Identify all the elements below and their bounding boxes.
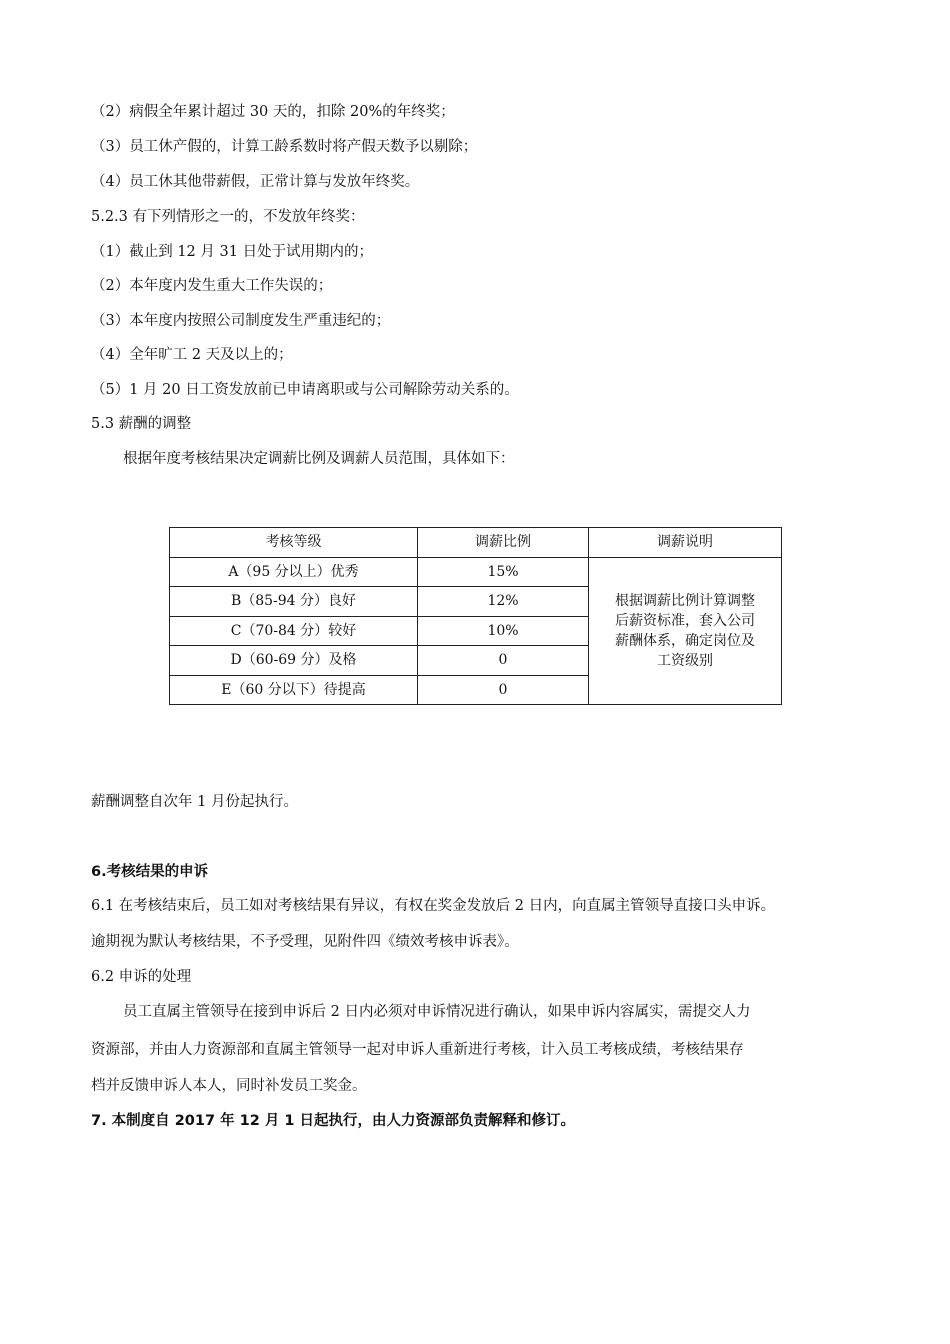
- grade-cell: C（70-84 分）较好: [170, 616, 418, 646]
- note-line: 后薪资标准，套入公司: [615, 612, 755, 629]
- paragraph-6-2-line: 资源部，并由人力资源部和直属主管领导一起对申诉人重新进行考核，计入员工考核成绩，考核结果存: [91, 1042, 744, 1058]
- note-line: 根据调薪比例计算调整: [615, 592, 755, 609]
- note-line: 工资级别: [657, 652, 713, 669]
- grade-cell: E（60 分以下）待提高: [170, 675, 418, 705]
- heading-6: 6.考核结果的申诉: [91, 864, 209, 880]
- header-note: 调薪说明: [589, 528, 782, 558]
- list-item: （2）本年度内发生重大工作失误的；: [91, 278, 333, 294]
- table-row: [170, 557, 782, 587]
- salary-adjustment-table: [169, 527, 782, 705]
- table-header-row: [170, 528, 782, 558]
- ratio-cell: 0: [418, 646, 589, 676]
- header-ratio: 调薪比例: [418, 528, 589, 558]
- list-item: （2）病假全年累计超过 30 天的，扣除 20%的年终奖；: [91, 104, 455, 120]
- ratio-cell: 0: [418, 675, 589, 705]
- heading-5-3: 5.3 薪酬的调整: [91, 416, 192, 432]
- list-item: （5）1 月 20 日工资发放前已申请离职或与公司解除劳动关系的。: [91, 382, 519, 398]
- ratio-cell: 15%: [418, 557, 589, 587]
- grade-cell: B（85-94 分）良好: [170, 587, 418, 617]
- header-grade: 考核等级: [170, 528, 418, 558]
- subheading-5-2-3: 5.2.3 有下列情形之一的，不发放年终奖：: [91, 209, 365, 225]
- salary-adjust-effective: 薪酬调整自次年 1 月份起执行。: [91, 794, 298, 810]
- grade-cell: A（95 分以上）优秀: [170, 557, 418, 587]
- paragraph-6-2-line: 员工直属主管领导在接到申诉后 2 日内必须对申诉情况进行确认，如果申诉内容属实，需提交人力: [123, 1004, 751, 1020]
- heading-7: 7. 本制度自 2017 年 12 月 1 日起执行，由人力资源部负责解释和修订。: [91, 1113, 576, 1129]
- paragraph-6-2-line: 档并反馈申诉人本人，同时补发员工奖金。: [91, 1078, 367, 1094]
- list-item: （4）全年旷工 2 天及以上的；: [91, 347, 293, 363]
- list-item: （4）员工休其他带薪假，正常计算与发放年终奖。: [91, 174, 420, 190]
- note-line: 薪酬体系，确定岗位及: [615, 632, 755, 649]
- salary-adjust-intro: 根据年度考核结果决定调薪比例及调薪人员范围，具体如下：: [123, 451, 515, 467]
- paragraph-6-1-line: 逾期视为默认考核结果，不予受理，见附件四《绩效考核申诉表》。: [91, 934, 519, 950]
- grade-cell: D（60-69 分）及格: [170, 646, 418, 676]
- ratio-cell: 12%: [418, 587, 589, 617]
- ratio-cell: 10%: [418, 616, 589, 646]
- list-item: （3）员工休产假的，计算工龄系数时将产假天数予以剔除；: [91, 139, 478, 155]
- paragraph-6-1-line: 6.1 在考核结束后，员工如对考核结果有异议，有权在奖金发放后 2 日内，向直属主管领导直接口头申诉。: [91, 898, 776, 914]
- heading-6-2: 6.2 申诉的处理: [91, 969, 192, 985]
- list-item: （1）截止到 12 月 31 日处于试用期内的；: [91, 244, 374, 260]
- list-item: （3）本年度内按照公司制度发生严重违纪的；: [91, 313, 391, 329]
- adjustment-note-cell: [589, 557, 782, 705]
